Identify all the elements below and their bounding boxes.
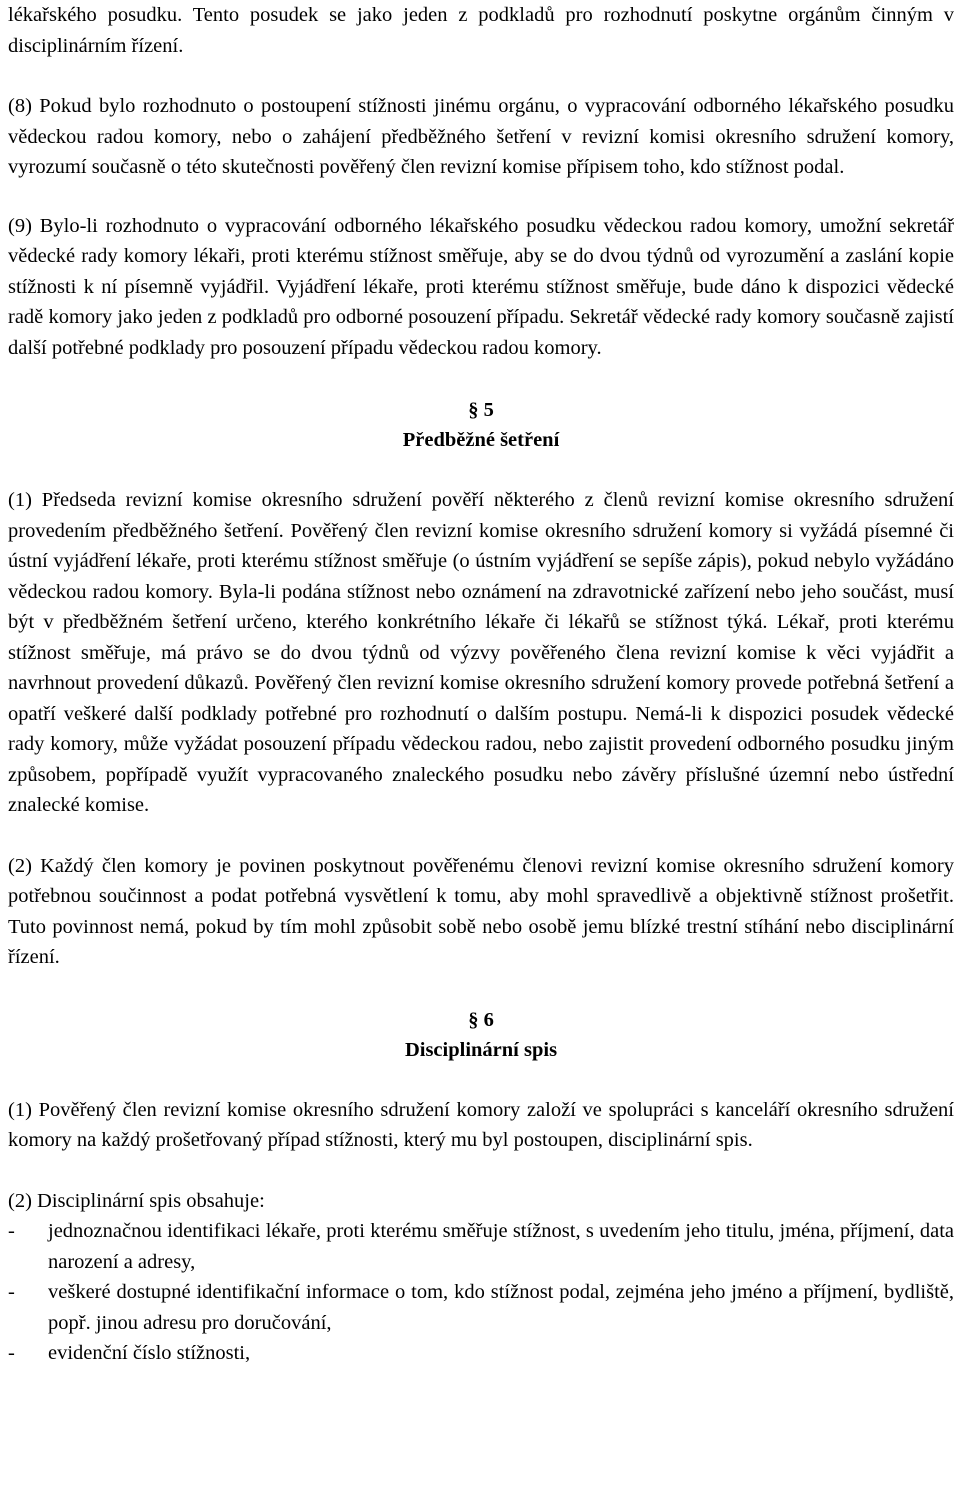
section-6-title: Disciplinární spis — [404, 1038, 558, 1061]
section-6-paragraph-2-intro: (2) Disciplinární spis obsahuje: — [8, 1189, 265, 1212]
spacer — [8, 455, 954, 485]
paragraph-intro-continuation: lékařského posudku. Tento posudek se jako jeden z podkladů pro rozhodnutí poskytne orgánům činným v disciplinárním řízení. — [8, 4, 954, 57]
list-item-text: veškeré dostupné identifikační informace o tom, kdo stížnost podal, zejména jeho jméno a příjmení, bydliště, popř. jinou adresu pro doručování, — [48, 1281, 954, 1334]
paragraph-8: (8) Pokud bylo rozhodnuto o postoupení stížnosti jinému orgánu, o vypracování odborného lékařského posudku vědeckou radou komory, nebo o zahájení předběžného šetření v revizní komisi okresního sdružení komory, vyrozumí současně o této skutečnosti pověřený člen revizní komise přípisem toho, kdo stížnost podal. — [8, 95, 954, 178]
section-6-content-list — [8, 1216, 954, 1369]
section-5-paragraph-1: (1) Předseda revizní komise okresního sdružení pověří některého z členů revizní komise okresního sdružení provedením předběžného šetření. Pověřený člen revizní komise okresního sdružení komory si vyžádá písemné či ústní vyjádření lékaře, proti kterému stížnost směřuje (o ústním vyjádření se sepíše zápis), pokud nebylo vyžádáno vědeckou radou komory. Byla-li podána stížnost nebo oznámení na zdravotnické zařízení nebo jeho součást, musí být v předběžném šetření určeno, kterého konkrétního lékaře či lékařů se stížnost týká. Lékař, proti kterému stížnost směřuje, má právo se do dvou týdnů od výzvy pověřeného člena revizní komise k věci vyjádřit a navrhnout provedení důkazů. Pověřený člen revizní komise okresního sdružení komory provede potřebná šetření a opatří veškeré další podklady potřebné pro rozhodnutí o dalším postupu. Nemá-li k dispozici posudek vědecké rady komory, může vyžádat posouzení případu vědeckou radou, nebo zajistit provedení odborného posudku jiným způsobem, popřípadě využít vypracovaného znaleckého posudku nebo závěry příslušné územní nebo ústřední znalecké komise. — [8, 489, 954, 816]
spacer — [8, 973, 954, 1005]
document-page — [8, 0, 954, 1369]
list-item-text: evidenční číslo stížnosti, — [48, 1342, 251, 1364]
section-6-heading — [8, 1005, 954, 1065]
section-5-number: § 5 — [468, 399, 494, 421]
list-item — [8, 1338, 954, 1369]
section-5-paragraph-2: (2) Každý člen komory je povinen poskytnout pověřenému členovi revizní komise okresního sdružení komory potřebnou součinnost a podat potřebná vysvětlení k tomu, aby mohl spravedlivě a objektivně stížnost prošetřit. Tuto povinnost nemá, pokud by tím mohl způsobit sobě nebo osobě jemu blízké trestní stíhání nebo disciplinární řízení. — [8, 854, 954, 968]
list-dash: - — [8, 1281, 15, 1303]
list-item — [8, 1277, 954, 1338]
spacer — [8, 821, 954, 851]
paragraph-9: (9) Bylo-li rozhodnuto o vypracování odborného lékařského posudku vědeckou radou komory, umožní sekretář vědecké rady komory lékaři, proti kterému stížnost směřuje, aby se do dvou týdnů od vyrozumění a zaslání kopie stížnosti k ní písemně vyjádřil. Vyjádření lékaře, proti kterému stížnost směřuje, bude dáno k dispozici vědecké radě komory jako jeden z podkladů pro odborné posouzení případu. Sekretář vědecké rady komory současně zajistí další potřebné podklady pro posouzení případu vědeckou radou komory. — [8, 214, 954, 359]
section-5-heading — [8, 395, 954, 455]
spacer — [8, 183, 954, 211]
list-dash: - — [8, 1220, 15, 1242]
spacer — [8, 363, 954, 395]
list-item — [8, 1216, 954, 1277]
list-item-text: jednoznačnou identifikaci lékaře, proti kterému směřuje stížnost, s uvedením jeho titulu, jména, příjmení, data narození a adresy, — [48, 1220, 954, 1273]
spacer — [8, 1156, 954, 1186]
list-dash: - — [8, 1342, 15, 1364]
section-6-paragraph-1: (1) Pověřený člen revizní komise okresního sdružení komory založí ve spolupráci s kanceláří okresního sdružení komory na každý prošetřovaný případ stížnosti, který mu byl postoupen, disciplinární spis. — [8, 1098, 954, 1151]
spacer — [8, 61, 954, 91]
section-6-number: § 6 — [468, 1008, 494, 1031]
spacer — [8, 1065, 954, 1095]
section-5-title: Předběžné šetření — [402, 429, 560, 451]
